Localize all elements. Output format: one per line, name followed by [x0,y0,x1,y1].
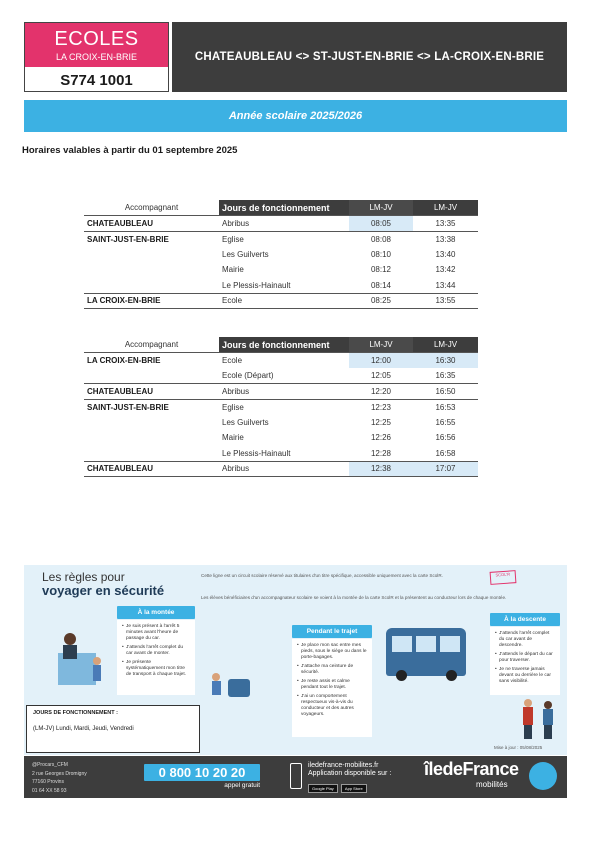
time-cell: 12:05 [370,371,392,380]
smartphone-icon [290,763,302,789]
line-badge [24,22,169,92]
website-link[interactable]: iledefrance-mobilites.fr [308,762,379,769]
column-header-1: LM-JV [349,200,413,216]
website-info [308,762,391,777]
route-title: CHATEAUBLEAU <> ST-JUST-EN-BRIE <> LA-CROIX-EN-BRIE [172,22,567,92]
scolr-stamp: SCOL'R [490,570,517,585]
stop-cell: Eglise [219,399,349,415]
rule-item: • J'attache ma ceinture de sécurité. [297,664,367,676]
city-cell: LA CROIX-EN-BRIE [84,353,219,369]
jours-header: Jours de fonctionnement [219,200,349,216]
time-cell: 16:35 [435,371,456,380]
poster-title-1: Les règles pour [42,570,125,584]
poster-intro-2: Les élèves bénéficiaires d'un accompagnateur scolaire se voient à la montée de la carte ScolR et la présentent au conducteur lors de chaque montée. [201,595,507,600]
time-cell: 16:55 [435,417,456,427]
time-cell: 12:25 [370,417,392,427]
table-row [84,415,478,431]
stop-cell: Les Guilverts [222,417,269,427]
stop-cell: Abribus [219,461,349,477]
time-cell: 08:10 [370,249,392,259]
jours-header: Jours de fonctionnement [219,337,349,353]
operating-days-value: (LM-JV) Lundi, Mardi, Jeudi, Vendredi [33,726,134,732]
stop-cell: Abribus [219,216,349,232]
idfm-runner-icon [529,762,557,790]
city-cell: CHATEAUBLEAU [84,384,219,400]
city-cell [84,415,219,431]
table-row [84,278,478,294]
table-row [84,368,478,384]
time-cell: 16:50 [413,384,478,400]
time-cell: 13:55 [413,293,478,309]
time-cell: 16:30 [413,353,478,369]
accompagnant-header: Accompagnant [124,203,179,212]
time-cell: 13:40 [435,249,456,259]
time-cell: 12:38 [349,461,413,477]
idfm-logo-sub: mobilités [476,780,508,789]
stop-cell: Mairie [222,265,244,275]
header-title: ECOLES [54,28,139,50]
idfm-logo: îledeFrance [424,759,519,779]
city-cell: LA CROIX-EN-BRIE [84,293,219,309]
rule-item: • J'attends l'arrêt complet du car avant de descendre. [495,631,555,649]
city-cell: CHATEAUBLEAU [84,216,219,232]
table-row [84,446,478,462]
rule-item: • Je ne traverse jamais devant ou derrière le car sans visibilité. [495,667,555,685]
table-row [84,262,478,278]
time-cell: 16:53 [413,399,478,415]
table-row [84,216,478,232]
app-available-label: Application disponible sur : [308,769,392,777]
table-row [84,384,478,400]
montee-rules [117,620,195,695]
operating-days-title: JOURS DE FONCTIONNEMENT : [33,710,118,716]
rule-item: • J'ai un comportement respectueux vis-à-vis du conducteur et des autres voyageurs. [297,694,367,718]
stop-cell: Mairie [222,433,244,443]
column-header-1: LM-JV [349,337,413,353]
accompagnant-header: Accompagnant [124,340,179,349]
stop-cell: Abribus [219,384,349,400]
timetable-header [84,200,478,216]
app-store-badge[interactable]: App Store [341,784,367,793]
city-cell [84,446,219,462]
stop-cell: Le Plessis-Hainault [222,448,291,458]
time-cell: 16:56 [435,433,456,443]
time-cell: 13:35 [413,216,478,232]
free-call-label: appel gratuit [224,782,260,789]
time-cell: 12:26 [370,433,392,443]
city-cell: CHATEAUBLEAU [84,461,219,477]
time-cell: 08:08 [349,231,413,247]
pedestrians-illustration [516,697,564,745]
poster-title-2: voyager en sécurité [42,583,165,598]
address-line: 77160 Provins [32,779,64,785]
table-row [84,231,478,247]
montee-header: À la montée [117,606,195,619]
operator-contact [32,761,87,795]
stop-cell: Ecole [219,293,349,309]
city-cell [84,368,219,384]
column-header-2: LM-JV [413,200,478,216]
stop-cell: Ecole (Départ) [222,371,274,380]
trajet-header: Pendant le trajet [292,625,372,638]
passenger-illustration [206,665,256,705]
stop-cell: Ecole [219,353,349,369]
trajet-rules [292,639,372,737]
timetable-morning [84,200,478,309]
operating-days-box [26,705,200,753]
city-cell: SAINT-JUST-EN-BRIE [84,399,219,415]
store-badges [308,784,369,793]
line-code: S774 1001 [60,72,133,89]
descente-header: À la descente [490,613,560,626]
bus-illustration [386,628,466,676]
time-cell: 12:20 [349,384,413,400]
stop-cell: Le Plessis-Hainault [222,280,291,290]
rule-item: • J'attends le départ du car pour traverser. [495,652,555,664]
header-city: LA CROIX-EN-BRIE [55,52,138,62]
stop-cell: Les Guilverts [222,249,269,259]
validity-text: Horaires valables à partir du 01 septembre 2025 [22,145,238,156]
school-year-band: Année scolaire 2025/2026 [24,100,567,132]
rule-item: • Je place mon sac entre mes pieds, sous le siège ou dans le porte-bagages. [297,643,367,661]
driver-illustration [52,625,112,695]
time-cell: 13:38 [413,231,478,247]
time-cell: 12:00 [349,353,413,369]
table-row [84,353,478,369]
table-row [84,293,478,309]
time-cell: 08:14 [370,280,392,290]
city-cell [84,278,219,294]
timetable-header [84,337,478,353]
rule-item: • Je reste assis et calme pendant tout le trajet. [297,679,367,691]
time-cell: 12:28 [370,448,392,458]
time-cell: 08:25 [349,293,413,309]
column-header-2: LM-JV [413,337,478,353]
free-phone-number[interactable]: 0 800 10 20 20 [144,764,260,781]
table-row [84,430,478,446]
time-cell: 17:07 [413,461,478,477]
time-cell: 13:44 [435,280,456,290]
rule-item: • Je présente systématiquement mon titre de transport à chaque trajet. [122,660,190,678]
city-cell [84,247,219,263]
phone-line: 01 64 XX 58 93 [32,787,67,794]
city-cell [84,430,219,446]
update-date: Mise à jour : 05/08/2025 [494,745,543,750]
time-cell: 12:23 [349,399,413,415]
timetable-afternoon [84,337,478,477]
line-badge-pink [25,23,168,67]
city-cell: SAINT-JUST-EN-BRIE [84,231,219,247]
time-cell: 13:42 [435,265,456,275]
rule-item: • J'attends l'arrêt complet du car avant de monter. [122,645,190,657]
time-cell: 08:05 [349,216,413,232]
descente-rules [490,627,560,695]
footer-bar [24,756,567,798]
table-row [84,461,478,477]
social-handle[interactable]: @Procars_CFM [32,762,68,768]
google-play-badge[interactable]: Google Play [308,784,338,793]
poster-intro-1: Cette ligne est un circuit scolaire réservé aux titulaires d'un titre spécifique, accessible uniquement avec la carte ScolR. [201,573,443,578]
time-cell: 08:12 [370,265,392,275]
time-cell: 16:58 [435,448,456,458]
stop-cell: Eglise [219,231,349,247]
table-row [84,247,478,263]
table-row [84,399,478,415]
city-cell [84,262,219,278]
rule-item: • Je suis présent à l'arrêt 5 minutes avant l'heure de passage du car. [122,624,190,642]
address-line: 2 rue Georges Dromigny [32,770,87,777]
